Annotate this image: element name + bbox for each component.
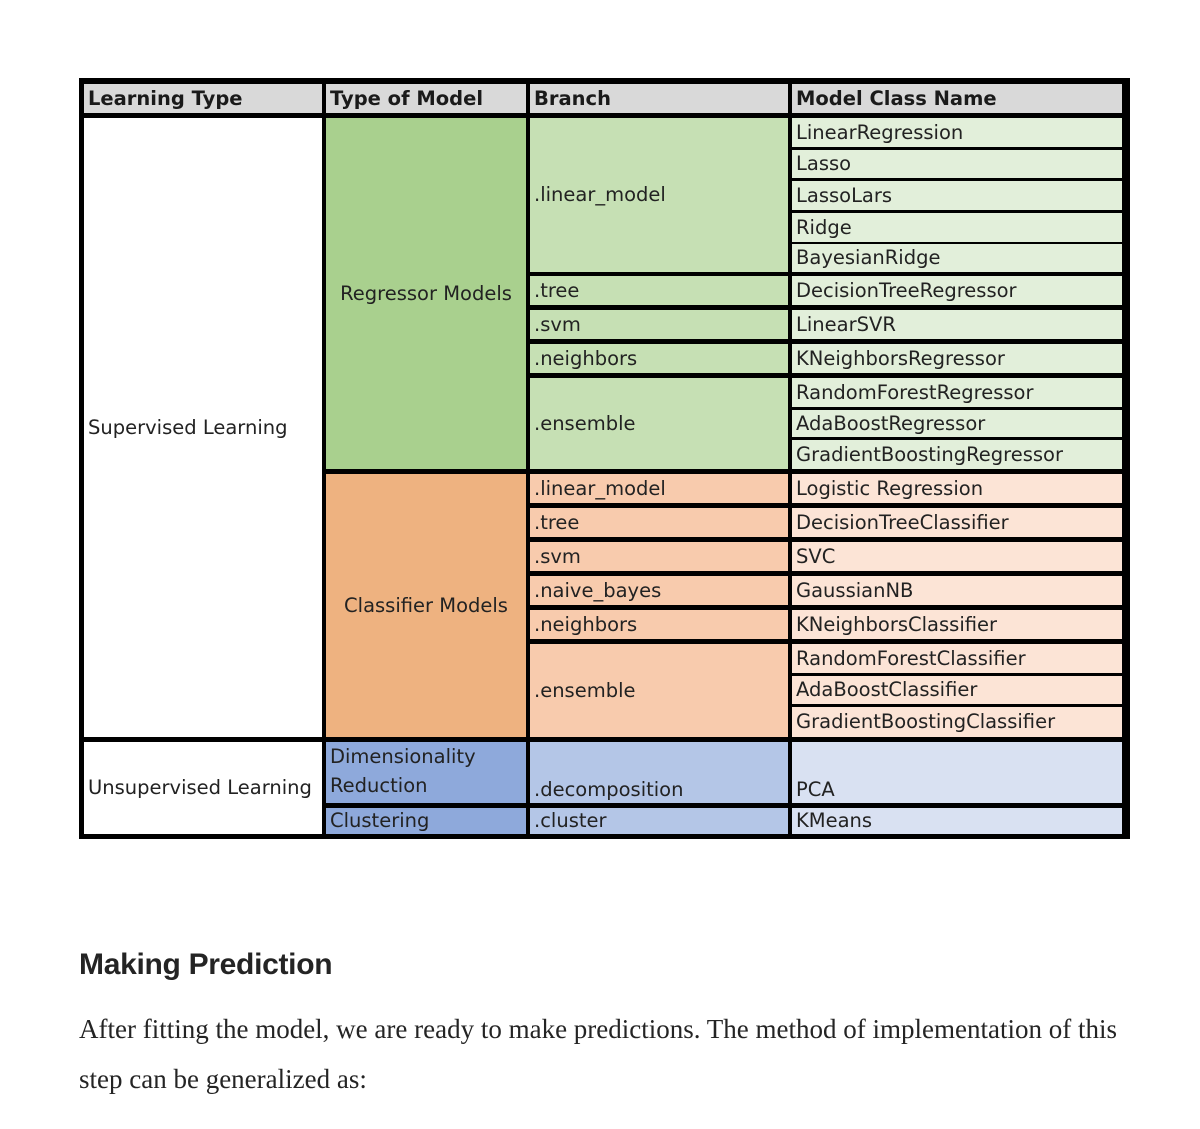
class-ridge: Ridge — [792, 213, 1122, 242]
class-random-forest-regressor: RandomForestRegressor — [792, 378, 1122, 407]
class-decision-tree-classifier: DecisionTreeClassifier — [792, 508, 1122, 537]
class-decision-tree-regressor: DecisionTreeRegressor — [792, 276, 1122, 305]
body-paragraph: After fitting the model, we are ready to make predictions. The method of implementation of this step can be generalized as: — [79, 1014, 1117, 1094]
class-kneighbors-classifier: KNeighborsClassifier — [792, 610, 1122, 639]
model-type-dimensionality-reduction: Dimensionality Reduction — [326, 742, 526, 803]
model-type-classifier: Classifier Models — [326, 474, 526, 737]
model-table-figure — [79, 78, 1130, 839]
class-linear-svr: LinearSVR — [792, 310, 1122, 339]
class-linear-regression: LinearRegression — [792, 118, 1122, 147]
branch-classifier-linear-model: .linear_model — [530, 474, 788, 503]
class-logistic-regression: Logistic Regression — [792, 474, 1122, 503]
class-gaussian-nb: GaussianNB — [792, 576, 1122, 605]
header-learning-type: Learning Type — [84, 84, 322, 113]
branch-decomposition: .decomposition — [530, 742, 788, 803]
class-gradient-boosting-regressor: GradientBoostingRegressor — [792, 440, 1122, 469]
class-lasso-lars: LassoLars — [792, 181, 1122, 210]
model-type-clustering: Clustering — [326, 808, 526, 834]
branch-regressor-neighbors: .neighbors — [530, 344, 788, 373]
class-adaboost-regressor: AdaBoostRegressor — [792, 410, 1122, 437]
model-type-regressor: Regressor Models — [326, 118, 526, 469]
class-lasso: Lasso — [792, 150, 1122, 178]
class-adaboost-classifier: AdaBoostClassifier — [792, 676, 1122, 704]
branch-classifier-neighbors: .neighbors — [530, 610, 788, 639]
section-heading: Making Prediction — [79, 948, 333, 981]
branch-classifier-ensemble: .ensemble — [530, 644, 788, 737]
header-type-of-model: Type of Model — [326, 84, 526, 113]
class-kmeans: KMeans — [792, 808, 1122, 834]
class-svc: SVC — [792, 542, 1122, 571]
branch-cluster: .cluster — [530, 808, 788, 834]
class-pca: PCA — [792, 742, 1122, 803]
branch-regressor-tree: .tree — [530, 276, 788, 305]
class-bayesian-ridge: BayesianRidge — [792, 244, 1122, 272]
header-model-class-name: Model Class Name — [792, 84, 1122, 113]
branch-regressor-svm: .svm — [530, 310, 788, 339]
class-gradient-boosting-classifier: GradientBoostingClassifier — [792, 707, 1122, 737]
class-kneighbors-regressor: KNeighborsRegressor — [792, 344, 1122, 373]
branch-classifier-tree: .tree — [530, 508, 788, 537]
learning-type-supervised: Supervised Learning — [84, 118, 322, 737]
branch-regressor-linear-model: .linear_model — [530, 118, 788, 272]
learning-type-unsupervised: Unsupervised Learning — [84, 742, 322, 834]
header-branch: Branch — [530, 84, 788, 113]
branch-classifier-naive-bayes: .naive_bayes — [530, 576, 788, 605]
branch-classifier-svm: .svm — [530, 542, 788, 571]
branch-regressor-ensemble: .ensemble — [530, 378, 788, 469]
class-random-forest-classifier: RandomForestClassifier — [792, 644, 1122, 673]
